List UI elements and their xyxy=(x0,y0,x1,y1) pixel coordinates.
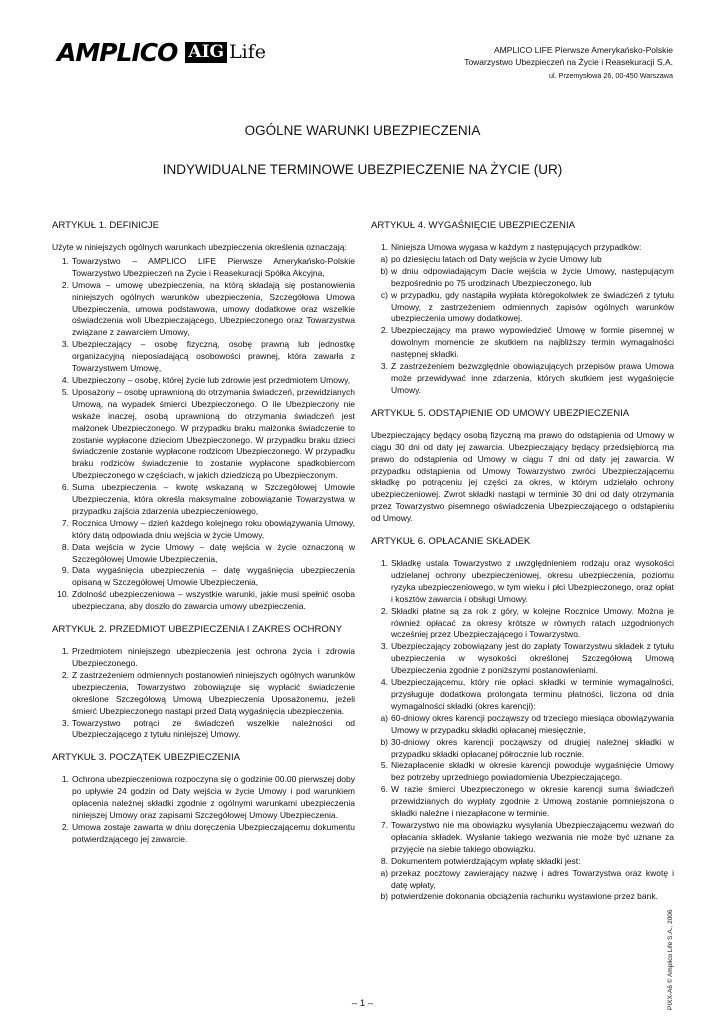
item-number: b) xyxy=(380,891,388,902)
item-text: po dziesięciu latach od Daty wejścia w życie Umowy lub xyxy=(391,253,602,264)
item-text: Ochrona ubezpieczeniowa rozpoczyna się o godzinie 00.00 pierwszej doby po upływie 24 godzin od Daty wejścia w życie Umowy i pod warunkiem opłacenia należnej składki zgodnie z ogólnymi warunkami ubezpieczenia niniejszej Umowy oraz zapisami Szczegółowej Umowy Ubezpieczenia. xyxy=(72,774,355,821)
list-item xyxy=(52,518,355,542)
list-item xyxy=(371,242,674,254)
list-item xyxy=(52,565,355,589)
article-4 xyxy=(371,220,674,397)
item-text: W razie śmierci Ubezpieczonego w okresie karencji suma świadczeń przewidzianych do wypłaty zgodnie z Umową zostanie pomniejszona o składki należne i niezapłacone w terminie. xyxy=(391,784,674,819)
item-text: Składki płatne są za rok z góry, w kolejne Rocznice Umowy. Można je również opłacać za okresy krótsze w równych ratach uzgodnionych wcześniej przez Ubezpieczającego i Towarzystwo. xyxy=(391,605,674,640)
item-text: Ubezpieczający ma prawo wypowiedzieć Umowę w formie pisemnej w dowolnym momencie ze skutkiem na najbliższy termin wymagalności następnej składki. xyxy=(391,325,674,360)
item-number: 1. xyxy=(61,774,69,785)
list-item xyxy=(371,266,674,290)
item-number: 3. xyxy=(380,641,388,652)
article-heading: ARTYKUŁ 2. PRZEDMIOT UBEZPIECZENIA I ZAKRES OCHRONY xyxy=(52,624,343,636)
list-item xyxy=(371,558,674,606)
item-text: Data wygaśnięcia ubezpieczenia – datę wygaśnięcia ubezpieczenia opisaną w Szczegółowej Umowie Ubezpieczenia, xyxy=(72,565,355,588)
item-text: potwierdzenie dokonania obciążenia rachunku wystawione przez bank. xyxy=(391,891,658,902)
item-number: 1. xyxy=(380,242,388,252)
item-text: Przedmiotem niniejszego ubezpieczenia jest ochrona życia i zdrowia Ubezpieczonego. xyxy=(72,646,355,668)
list-item xyxy=(371,325,674,361)
article-items xyxy=(371,558,674,903)
list-item xyxy=(52,375,355,387)
item-number: 1. xyxy=(61,255,69,266)
item-number: 3. xyxy=(61,339,69,350)
item-text: 30-dniowy okres karencji począwszy od drugiej należnej składki w przypadku składki opłacanej półrocznie lub rocznie. xyxy=(391,736,674,759)
item-text: Z zastrzeżeniem odmiennych postanowień niniejszych ogólnych warunków ubezpieczenia, Towarzystwo zobowiązuje się wypłacić świadczenie określone Szczegółową Umową Ubezpieczenia Uposażonemu, jeżeli śmierć Ubezpieczonego nastąpi przed Datą wygaśnięcia ubezpieczenia. xyxy=(72,669,355,716)
logo-aig: AIG xyxy=(185,42,227,63)
item-text: Ubezpieczający – osobę fizyczną, osobę prawną lub jednostkę organizacyjną nieposiadającą osobowości prawnej, która zawarła z Towarzystwem Umowę, xyxy=(72,339,355,374)
list-item xyxy=(52,280,355,340)
item-number: b) xyxy=(380,736,388,747)
item-text: Towarzystwo potrąci ze świadczeń wszelkie należności od Ubezpieczającego z tytułu niniejszej Umowy. xyxy=(72,717,355,740)
page-number: – 1 – xyxy=(351,998,374,1009)
right-column xyxy=(371,220,674,914)
article-6 xyxy=(371,536,674,903)
item-text: Towarzystwo – AMPLICO LIFE Pierwsze Amerykańsko-Polskie Towarzystwo Ubezpieczeń na Życie i Reasekuracji Spółka Akcyjna, xyxy=(72,255,355,278)
item-text: Umowa – umowę ubezpieczenia, na którą składają się postanowienia niniejszych ogólnych warunków ubezpieczenia, Szczegółowa Umowa Ubezpieczenia, umowa podstawowa, umowy dodatkowe oraz wszelkie oświadczenia woli Ubezpieczającego, Ubezpieczonego oraz Towarzystwa związane z zawarciem Umowy, xyxy=(72,279,355,338)
company-name-line2: Towarzystwo Ubezpieczeń na Życie i Reasekuracji S.A. xyxy=(464,57,673,67)
company-address: ul. Przemysłowa 26, 00-450 Warszawa xyxy=(549,71,673,80)
list-item xyxy=(371,254,674,266)
item-text: w przypadku, gdy nastąpiła wypłata któregokolwiek ze świadczeń z tytułu Umowy, z zastrzeżeniem odmiennych zapisów ogólnych warunków ubezpieczenia umowy dodatkowej. xyxy=(391,289,674,324)
article-items xyxy=(52,774,355,845)
item-number: 6. xyxy=(61,482,69,493)
item-text: Data wejścia w życie Umowy – datę wejścia w życie oznaczoną w Szczegółowej Umowie Ubezpieczenia, xyxy=(72,541,355,564)
article-intro: Użyte w niniejszych ogólnych warunkach ubezpieczenia określenia oznaczają: xyxy=(52,242,347,252)
item-text: Towarzystwo nie ma obowiązku wysyłania Ubezpieczającemu wezwań do opłacania składek. Wysłanie takiego wezwania nie może być uznane za przyjęcie na siebie takiego obowiązku. xyxy=(391,819,674,854)
item-number: 3. xyxy=(380,361,388,372)
article-heading: ARTYKUŁ 1. DEFINICJE xyxy=(52,220,159,231)
article-5 xyxy=(371,408,674,525)
item-number: 3. xyxy=(61,717,69,728)
logo-aig-life xyxy=(185,42,266,63)
list-item xyxy=(52,256,355,280)
item-number: a) xyxy=(380,712,388,723)
list-item xyxy=(371,606,674,642)
item-text: Suma ubezpieczenia – kwotę wskazaną w Szczegółowej Umowie Ubezpieczenia, która określa maksymalne zobowiązanie Towarzystwa w przypadku zajścia zdarzenia ubezpieczeniowego, xyxy=(72,482,355,516)
list-item xyxy=(371,641,674,677)
list-item xyxy=(371,868,674,892)
list-item xyxy=(371,677,674,713)
item-number: 8. xyxy=(61,541,69,552)
list-item xyxy=(371,760,674,784)
article-heading: ARTYKUŁ 6. OPŁACANIE SKŁADEK xyxy=(371,536,531,548)
company-name-line1: AMPLICO LIFE Pierwsze Amerykańsko-Polskie xyxy=(493,45,673,55)
article-paragraph: Ubezpieczający będący osobą fizyczną ma prawo do odstąpienia od Umowy w ciągu 30 dni od daty jej zawarcia. Ubezpieczający będący przedsiębiorcą ma prawo do odstąpienia od Umowy w ciągu 7 dni od daty jej zawarcia. W przypadku odstąpienia od Umowy Towarzystwo zwróci Ubezpieczającemu składkę po potrąceniu jej części za okres, w którym udzielało ochrony ubezpieczeniowej. Zwrot składki nastąpi w terminie 30 dni od daty otrzymania przez Towarzystwo pisemnego oświadczenia Ubezpieczającego o odstąpieniu od Umowy. xyxy=(371,429,674,524)
item-number: a) xyxy=(380,867,388,878)
article-2 xyxy=(52,624,355,741)
item-number: 2. xyxy=(380,605,388,616)
item-text: Składkę ustala Towarzystwo z uwzględnieniem rodzaju oraz wysokości udzielanej ochrony ubezpieczeniowej, okresu ubezpieczenia, poziomu ryzyka ubezpieczeniowego, w tym wieku i płci Ubezpieczonego, oraz opłat i kosztów zawarcia i obsługi Umowy. xyxy=(391,558,674,604)
item-number: 5. xyxy=(61,386,69,397)
document-title: OGÓLNE WARUNKI UBEZPIECZENIA xyxy=(244,123,481,138)
document-code: PIXX-A6 © Amplico Life S.A., 2006 xyxy=(667,909,674,1010)
item-number: 1. xyxy=(380,558,388,569)
item-text: Uposażony – osobę uprawnioną do otrzymania świadczeń, przewidzianych Umową, na wypadek śmierci Ubezpieczonego. O ile Ubezpieczony nie wskaże inaczej, osobą uprawnioną do otrzymania świadczeń jest małżonek Ubezpieczonego. W przypadku braku małżonka świadczenie to zostanie wypłacone dzieciom Ubezpieczonego. W przypadku braku dzieci świadczenie zostanie wypłacone rodzicom Ubezpieczonego. W przypadku braku rodziców świadczenie to zostanie wypłacone spadkobiercom Ubezpieczonego w częściach, w jakich dziedziczą po Ubezpieczonym. xyxy=(72,386,355,481)
item-text: Zdolność ubezpieczeniowa – wszystkie warunki, jakie musi spełnić osoba ubezpieczana, aby doszło do zawarcia umowy ubezpieczenia. xyxy=(72,589,355,612)
list-item xyxy=(52,482,355,518)
list-item xyxy=(371,820,674,856)
item-text: Niezapłacenie składki w okresie karencji powoduje wygaśnięcie Umowy bez potrzeby uprzedniego powiadomienia Ubezpieczającego. xyxy=(391,760,674,783)
item-number: 4. xyxy=(380,677,388,688)
article-heading: ARTYKUŁ 3. POCZĄTEK UBEZPIECZENIA xyxy=(52,752,241,764)
article-items xyxy=(52,646,355,741)
item-number: 6. xyxy=(380,784,388,795)
item-number: 2. xyxy=(380,325,388,336)
article-heading: ARTYKUŁ 4. WYGAŚNIĘCIE UBEZPIECZENIA xyxy=(371,220,576,231)
item-number: b) xyxy=(380,265,388,276)
item-text: w dniu odpowiadającym Dacie wejścia w życie Umowy, następującym bezpośrednio po 75 urodzinach Ubezpieczonego, lub xyxy=(391,265,674,288)
list-item xyxy=(52,339,355,375)
item-text: Rocznica Umowy – dzień każdego kolejnego roku obowiązywania Umowy, który datą odpowiada dniu wejścia w życie Umowy, xyxy=(72,517,355,540)
item-text: Ubezpieczającemu, który nie opłaci składki w terminie wymagalności, przysługuje dodatkowa prolongata terminu płatności, liczona od dnia wymagalności składki (okres karencji): xyxy=(391,677,674,711)
list-item xyxy=(52,774,355,822)
list-item xyxy=(371,713,674,737)
article-heading: ARTYKUŁ 5. ODSTĄPIENIE OD UMOWY UBEZPIECZENIA xyxy=(371,407,630,419)
item-number: 4. xyxy=(61,374,69,385)
list-item xyxy=(52,670,355,718)
item-text: Umowa zostaje zawarta w dniu doręczenia Ubezpieczającemu dokumentu potwierdzającego jej zawarcie. xyxy=(72,821,355,844)
item-text: Z zastrzeżeniem bezwzględnie obowiązujących przepisów prawa Umowa może przewidywać inne zdarzenia, których skutkiem jest wygaśnięcie Umowy. xyxy=(391,361,674,395)
article-3 xyxy=(52,752,355,845)
item-text: przekaz pocztowy zawierający nazwę i adres Towarzystwa oraz kwotę i datę wpłaty, xyxy=(391,867,674,890)
list-item xyxy=(371,856,674,868)
item-text: Ubezpieczony – osobę, której życie lub zdrowie jest przedmiotem Umowy, xyxy=(72,374,351,385)
item-text: Dokumentem potwierdzającym wpłatę składki jest: xyxy=(391,855,581,866)
list-item xyxy=(371,737,674,761)
list-item xyxy=(371,290,674,326)
item-number: 5. xyxy=(380,760,388,771)
item-number: 2. xyxy=(61,821,69,832)
list-item xyxy=(52,387,355,482)
item-number: 9. xyxy=(61,565,69,576)
item-number: 1. xyxy=(61,646,69,657)
list-item xyxy=(371,361,674,397)
list-item xyxy=(52,589,355,613)
logo-life: Life xyxy=(229,41,267,63)
item-number: 2. xyxy=(61,279,69,290)
list-item xyxy=(371,784,674,820)
item-number: a) xyxy=(380,253,388,264)
item-text: 60-dniowy okres karencji począwszy od trzeciego miesiąca obowiązywania Umowy w przypadku składki opłacanej miesięcznie, xyxy=(391,712,674,735)
list-item xyxy=(371,891,674,903)
item-number: c) xyxy=(380,289,388,300)
item-text: Niniejsza Umowa wygasa w każdym z następujących przypadków: xyxy=(391,242,642,252)
logo-amplico: AMPLICO xyxy=(57,38,178,67)
item-number: 8. xyxy=(380,855,388,866)
item-number: 2. xyxy=(61,669,69,680)
document-subtitle: INDYWIDUALNE TERMINOWE UBEZPIECZENIE NA ŻYCIE (UR) xyxy=(162,162,563,177)
company-info xyxy=(464,44,673,82)
item-text: Ubezpieczający zobowiązany jest do zapłaty Towarzystwu składek z tytułu ubezpieczenia w wysokości określonej Szczegółową Umową Ubezpieczenia zgodnie z poniższymi postanowieniami. xyxy=(391,641,674,676)
article-items xyxy=(371,242,674,397)
company-logo xyxy=(57,40,266,65)
list-item xyxy=(52,646,355,670)
list-item xyxy=(52,718,355,742)
left-column xyxy=(52,220,355,857)
item-number: 10. xyxy=(57,589,69,600)
list-item xyxy=(52,822,355,846)
list-item xyxy=(52,542,355,566)
article-1 xyxy=(52,220,355,613)
item-number: 7. xyxy=(61,517,69,528)
item-number: 7. xyxy=(380,819,388,830)
article-items xyxy=(52,256,355,613)
